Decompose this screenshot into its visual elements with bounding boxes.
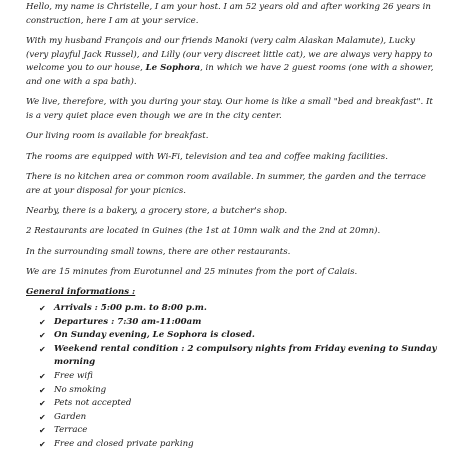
info-list-item [39, 316, 438, 330]
check-icon: ✔ [39, 385, 46, 395]
info-list-item [39, 370, 438, 384]
info-list-item [39, 424, 438, 438]
info-item-text: Terrace [54, 425, 88, 436]
check-icon: ✔ [39, 412, 46, 422]
info-list-item [39, 302, 438, 316]
info-list-item [39, 384, 438, 398]
family-text-start: With my husband François and our friends Manoki (very calm Alaskan Malamute), Lucky (very playful Jack Russel), and Lilly (our very discreet little cat), we are always very happy to welcome you to our house, [26, 35, 433, 74]
intro-paragraph: Hello, my name is Christelle, I am your host. I am 52 years old and after working 26 years in construction, here I am at your service. [26, 2, 431, 26]
check-icon: ✔ [39, 399, 46, 409]
info-item-text: Departures : 7:30 am-11:00am [54, 316, 202, 327]
check-icon: ✔ [39, 440, 46, 449]
info-item-text: Free wifi [54, 371, 93, 382]
towns-paragraph: In the surrounding small towns, there are other restaurants. [26, 246, 291, 257]
info-list-item [39, 397, 438, 411]
document-page [26, 0, 438, 452]
general-info-heading: General informations : [26, 287, 136, 298]
check-icon: ✔ [39, 344, 46, 354]
check-icon: ✔ [39, 426, 46, 436]
check-icon: ✔ [39, 317, 46, 327]
info-list-item [39, 329, 438, 343]
family-text-end: , in which we have 2 guest rooms (one with a shower, and one with a spa bath). [26, 63, 434, 87]
check-icon: ✔ [39, 331, 46, 341]
shops-paragraph: Nearby, there is a bakery, a grocery store, a butcher's shop. [26, 205, 288, 216]
info-item-text: On Sunday evening, Le Sophora is closed. [54, 330, 255, 341]
info-item-text: Garden [54, 411, 87, 422]
living-paragraph: We live, therefore, with you during your stay. Our home is like a small "bed and breakfast". It is a very quiet place even though we are in the city center. [26, 97, 433, 121]
breakfast-paragraph: Our living room is available for breakfast. [26, 131, 209, 142]
rooms-paragraph: The rooms are equipped with Wi-Fi, television and tea and coffee making facilities. [26, 151, 388, 162]
info-item-text: No smoking [54, 384, 107, 395]
info-item-text: Free and closed private parking [54, 439, 194, 449]
info-item-text: Pets not accepted [54, 398, 132, 409]
check-icon: ✔ [39, 372, 46, 382]
family-paragraph [26, 35, 438, 89]
house-name: Le Sophora [145, 63, 201, 74]
info-list-item [39, 411, 438, 425]
info-item-text: Arrivals : 5:00 p.m. to 8:00 p.m. [54, 303, 207, 314]
general-info-list [26, 302, 438, 452]
check-icon: ✔ [39, 304, 46, 314]
info-item-text: Weekend rental condition : 2 compulsory nights from Friday evening to Sunday morning [54, 343, 437, 368]
restaurants-paragraph: 2 Restaurants are located in Guines (the 1st at 10mn walk and the 2nd at 20mn). [26, 226, 381, 237]
info-list-item [39, 343, 438, 370]
kitchen-paragraph: There is no kitchen area or common room available. In summer, the garden and the terrace are at your disposal for your picnics. [26, 171, 426, 196]
location-paragraph: We are 15 minutes from Eurotunnel and 25 minutes from the port of Calais. [26, 267, 358, 278]
